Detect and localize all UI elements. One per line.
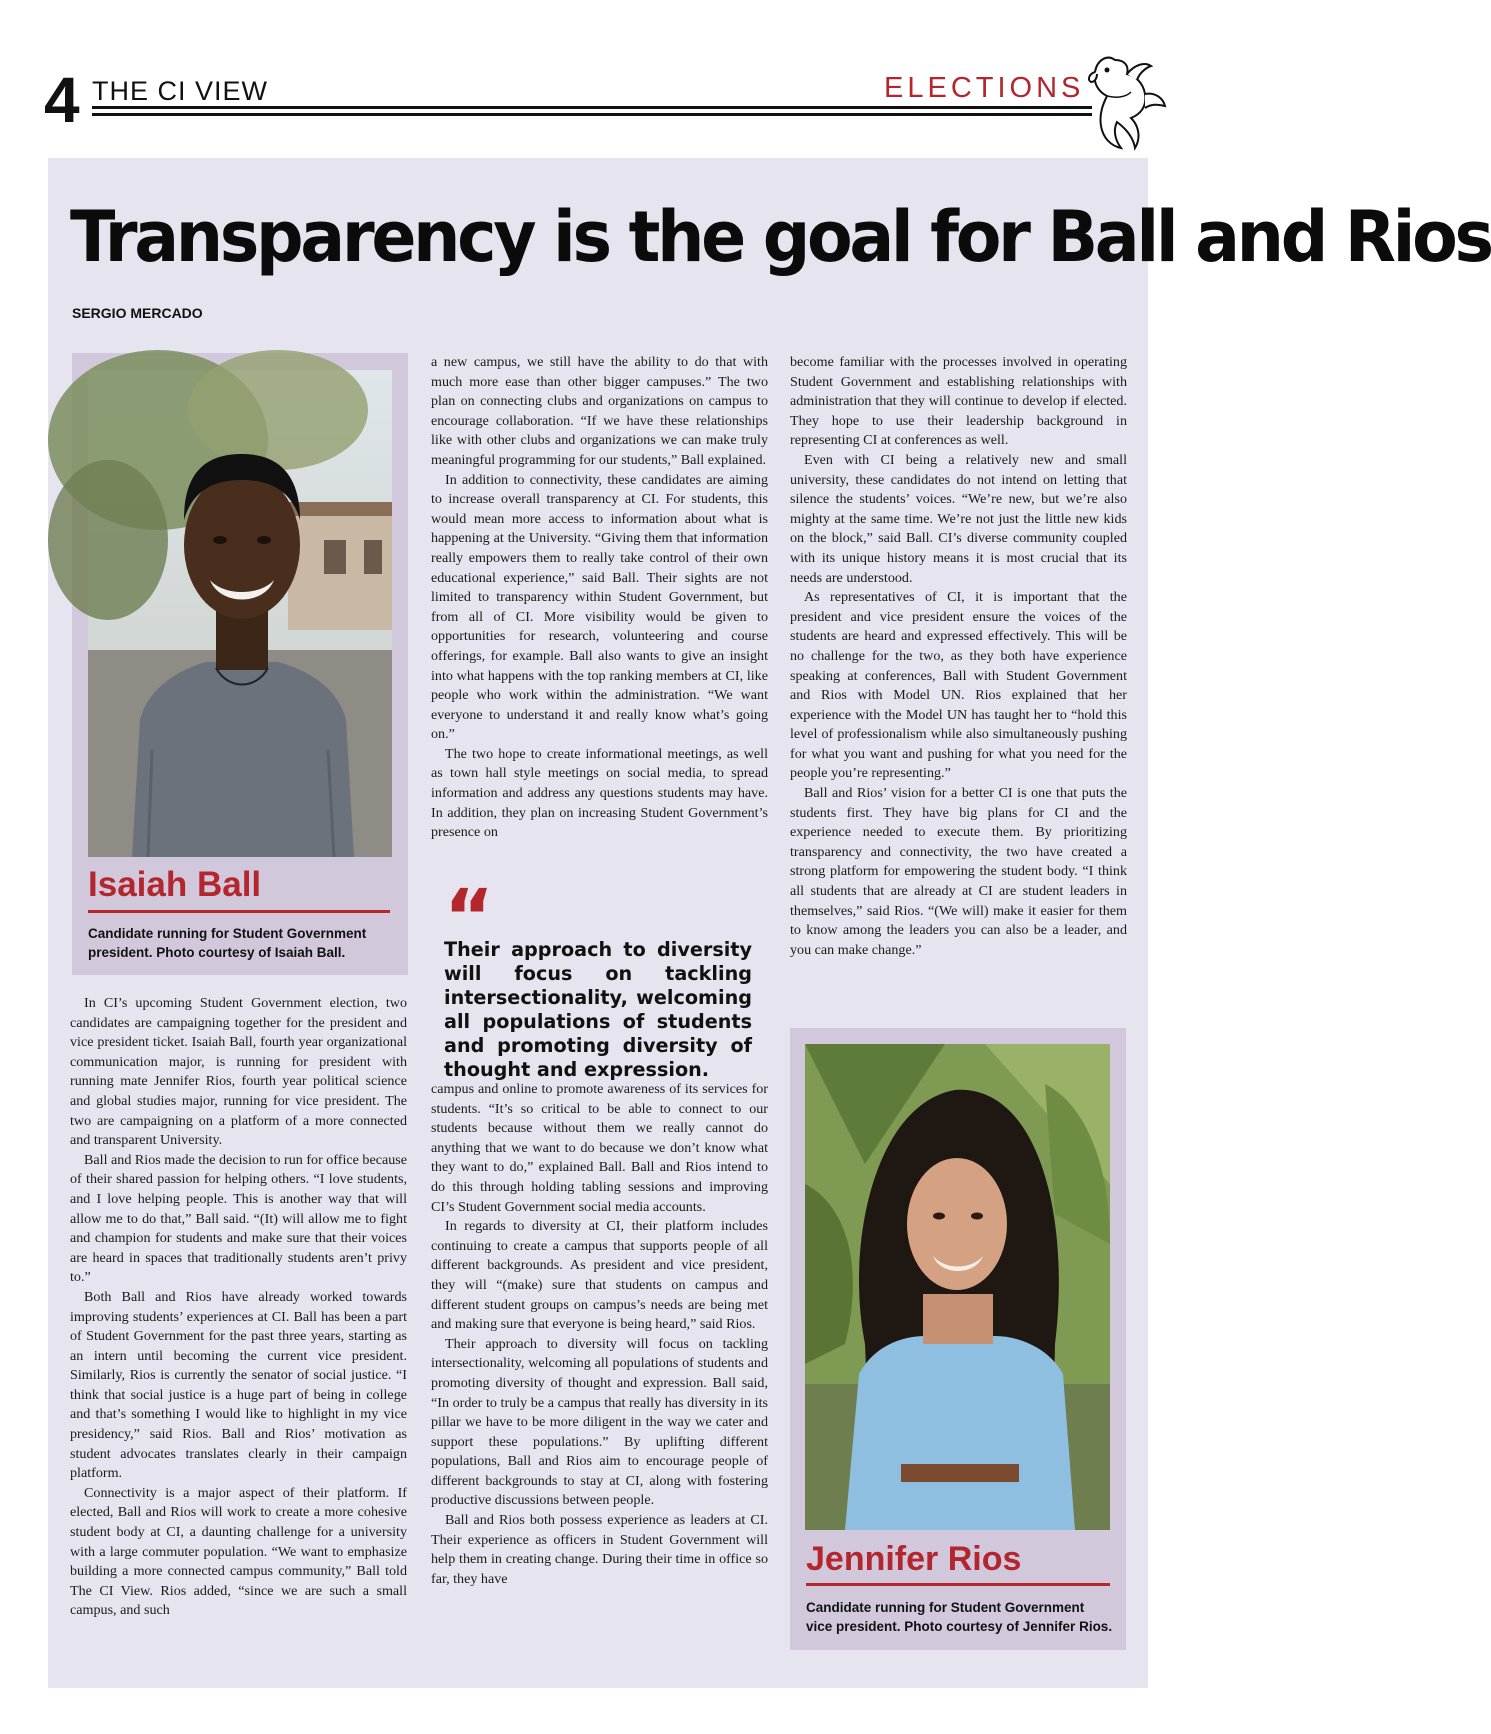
article-column-3: [790, 353, 1127, 960]
caption-ball: Candidate running for Student Government president. Photo courtesy of Isaiah Ball.: [88, 926, 367, 960]
dolphin-mascot-icon: [1085, 52, 1171, 152]
byline: SERGIO MERCADO: [72, 305, 203, 321]
paragraph: Ball and Rios’ vision for a better CI is one that puts the students first. They have big plans for CI and the experience needed to execute them. By prioritizing transparency and connectivity, the two have created a strong platform for empowering the student body. “I think all students that are already at CI are student leaders in themselves,” said Rios. “(We will) make it easier for them to know among the leaders you can also be a leader, and you can make change.”: [790, 785, 1127, 958]
paragraph: Their approach to diversity will focus on tackling intersectionality, welcoming all populations of students and promoting diversity of thought and expression. Ball said, “In order to truly be a campus that really has diversity in its pillar we have to be more diligent in the way we cater and support these populations.” By uplifting different populations, Ball and Rios aim to encourage people of different backgrounds to stay at CI, along with fostering productive discussions between people.: [431, 1335, 768, 1509]
photo-isaiah-ball: [88, 370, 392, 857]
paragraph: Even with CI being a relatively new and small university, these candidates do not intend on letting that silence the students’ voices. “We’re new, but we’re also mighty at the same time. We’re not just the little new kids on the block,” said Ball. CI’s diverse community coupled with its unique history means it is most crucial that its needs are understood.: [790, 451, 1127, 586]
headline: Transparency is the goal for Ball and Rios: [70, 196, 1491, 278]
name-jennifer-rios: Jennifer Rios: [806, 1540, 1022, 1578]
paragraph: Both Ball and Rios have already worked towards improving students’ experiences at CI. Ball has been a part of Student Government for the past three years, starting as an intern until becoming the current vice president. Similarly, Rios is currently the senator of social justice. “I think that social justice is a huge part of being in college and that’s something I would like to highlight in my vice presidency,” said Rios. Ball and Rios’ motivation as student advocates translates clearly in their campaign platform.: [70, 1288, 407, 1482]
quote-mark-icon: “: [444, 872, 494, 961]
paragraph: Connectivity is a major aspect of their platform. If elected, Ball and Rios will work to create a more cohesive student body at CI, a daunting challenge for a university with a large commuter population. “We want to emphasize building a more connected campus community,” Ball told The CI View. Rios added, “since we are such a small campus, and such: [70, 1484, 407, 1619]
paper-name: THE CI VIEW: [92, 76, 269, 106]
paragraph: become familiar with the processes involved in operating Student Government and establishing relationships with administration that they will continue to develop if elected. They hope to use their leadership background in representing CI at conferences as well.: [790, 354, 1127, 449]
photo-jennifer-rios: [805, 1044, 1110, 1530]
name-underline-ball: [88, 910, 390, 913]
pull-quote: Their approach to diversity will focus on tackling intersectionality, welcoming all populations of students and promoting diversity of thought and expression.: [444, 938, 752, 1081]
caption-rios: Candidate running for Student Government vice president. Photo courtesy of Jennifer Rios.: [806, 1600, 1113, 1634]
paragraph: Ball and Rios both possess experience as leaders at CI. Their experience as officers in Student Government will help them in creating change. During their time in office so far, they have: [431, 1512, 768, 1587]
paragraph: campus and online to promote awareness of its services for students. “It’s so critical to be able to connect to our students because without them we really cannot do anything that we want to do because we don’t know what they want to do,” explained Ball. Ball and Rios intend to do this through holding tabling sessions and improving CI’s Student Government social media accounts.: [431, 1081, 768, 1215]
page-number: 4: [44, 64, 80, 136]
paragraph: a new campus, we still have the ability to do that with much more ease than other bigger campuses.” The two plan on connecting clubs and organizations on campus to encourage collaboration. “If we have these relationships like with other clubs and organizations we can make truly meaningful programming for our students,” Ball explained.: [431, 354, 768, 468]
section-label: ELECTIONS: [884, 72, 1085, 104]
paragraph: In regards to diversity at CI, their platform includes continuing to create a campus that supports people of all different backgrounds. As president and vice president, they will “(make) sure that students on campus and different student groups on campus’s needs are being met and making sure that everyone is being heard,” said Rios.: [431, 1218, 768, 1333]
paragraph: Ball and Rios made the decision to run for office because of their shared passion for helping others. “I love students, and I love helping people. This is another way that will allow me to do that,” Ball said. “(It) will allow me to fight and champion for students and make sure that their voices are heard in spaces that traditionally students aren’t privy to.”: [70, 1151, 408, 1286]
paragraph: In CI’s upcoming Student Government election, two candidates are campaigning together for the president and vice president ticket. Isaiah Ball, fourth year organizational communication major, is running for president with running mate Jennifer Rios, fourth year political science and global studies major, running for vice president. The two are campaigning on a platform of a more connected and transparent University.: [70, 995, 407, 1149]
article-column-1: [70, 994, 407, 1621]
masthead-rule-top: [92, 106, 1092, 109]
name-underline-rios: [806, 1583, 1110, 1586]
masthead-rule-bottom: [92, 113, 1092, 116]
article-column-2-bottom: [431, 1080, 768, 1589]
paragraph: The two hope to create informational meetings, as well as town hall style meetings on social media, to spread information and address any questions students may have. In addition, they plan on increasing Student Government’s presence on: [431, 745, 768, 841]
paragraph: As representatives of CI, it is important that the president and vice president ensure the voices of the students are heard and expressed effectively. This will be no challenge for the two, as they both have experience speaking at conferences, Ball with Student Government and Rios with Model UN. Rios explained that her experience with the Model UN has taught her to “hold this level of professionalism while also simultaneously pushing for what you want and pushing for what you need for the people you’re representing.”: [790, 589, 1127, 782]
paragraph: In addition to connectivity, these candidates are aiming to increase overall transparency at CI. For students, this would mean more access to information about what is happening at the University. “Giving them that information really empowers them to really take control of their own educational experience,” said Ball. Their sights are not limited to transparency within Student Government, but from all of CI. More visibility would be given to opportunities for research, volunteering and course offerings, for example. Ball also wants to give an insight into what happens with the top ranking members at CI, like people who work within the administration. “We want everyone to understand it and really know what’s going on.”: [431, 471, 768, 743]
name-isaiah-ball: Isaiah Ball: [88, 865, 262, 904]
article-column-2-top: [431, 353, 768, 843]
